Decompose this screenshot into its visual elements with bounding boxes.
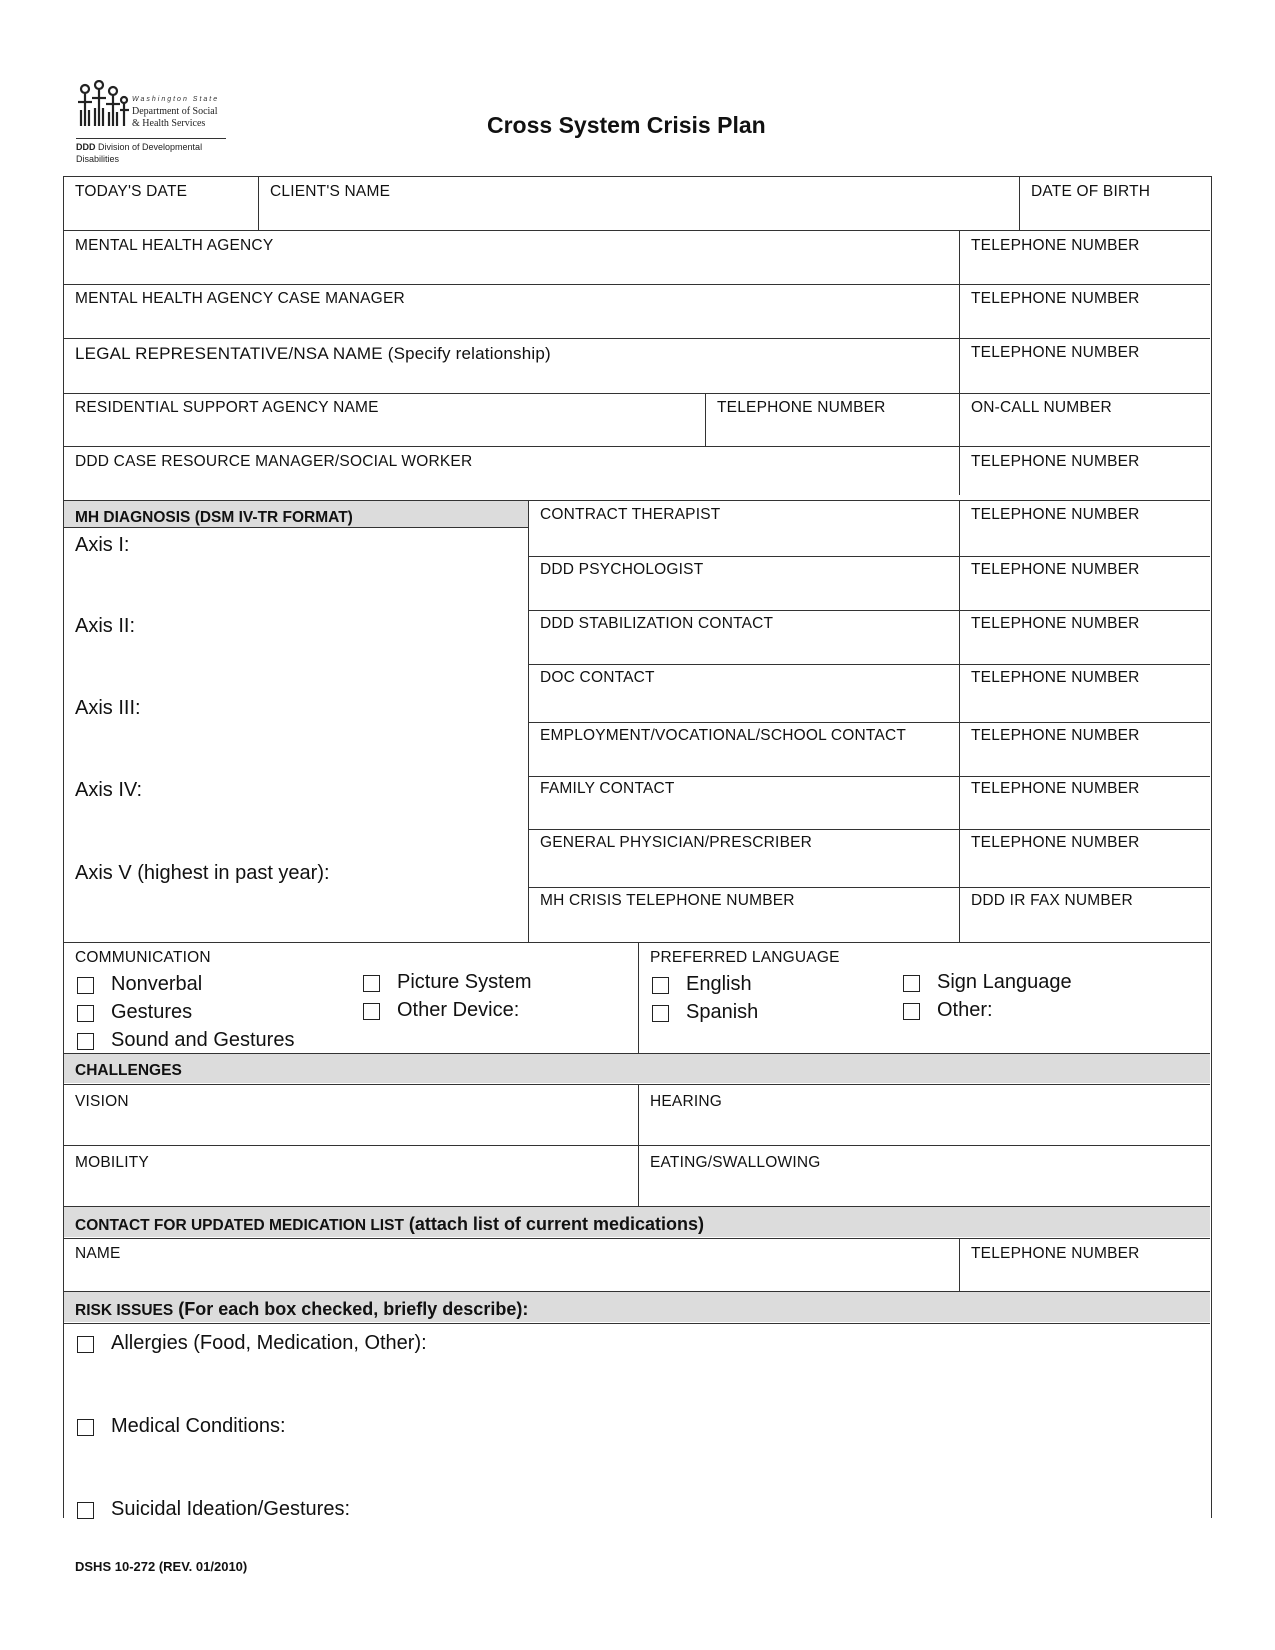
legal-representative-field[interactable]: LEGAL REPRESENTATIVE/NSA NAME (Specify relationship) bbox=[75, 344, 551, 363]
suicidal-ideation-label: Suicidal Ideation/Gestures: bbox=[111, 1498, 351, 1520]
sign-language-label: Sign Language bbox=[937, 971, 1072, 993]
communication-header: COMMUNICATION bbox=[75, 949, 211, 966]
contract-therapist-field[interactable]: CONTRACT THERAPIST bbox=[540, 506, 721, 523]
family-contact-telephone[interactable]: TELEPHONE NUMBER bbox=[971, 780, 1140, 797]
other-language-checkbox[interactable] bbox=[903, 1003, 920, 1020]
employment-contact-telephone[interactable]: TELEPHONE NUMBER bbox=[971, 727, 1140, 744]
sound-gestures-checkbox[interactable] bbox=[77, 1033, 94, 1050]
ddd-ir-fax-field[interactable]: DDD IR FAX NUMBER bbox=[971, 892, 1133, 909]
allergies-checkbox[interactable] bbox=[77, 1336, 94, 1353]
eating-swallowing-field[interactable]: EATING/SWALLOWING bbox=[650, 1154, 821, 1171]
english-label: English bbox=[686, 973, 752, 995]
hearing-field[interactable]: HEARING bbox=[650, 1093, 723, 1110]
vision-field[interactable]: VISION bbox=[75, 1093, 129, 1110]
other-device-checkbox[interactable] bbox=[363, 1003, 380, 1020]
logo-state: Washington State bbox=[132, 96, 220, 103]
legal-representative-telephone[interactable]: TELEPHONE NUMBER bbox=[971, 344, 1140, 361]
dshs-logo bbox=[76, 80, 226, 166]
mh-case-manager-telephone[interactable]: TELEPHONE NUMBER bbox=[971, 290, 1140, 307]
mh-crisis-telephone-field[interactable]: MH CRISIS TELEPHONE NUMBER bbox=[540, 892, 795, 909]
family-contact-field[interactable]: FAMILY CONTACT bbox=[540, 780, 675, 797]
ddd-case-resource-telephone[interactable]: TELEPHONE NUMBER bbox=[971, 453, 1140, 470]
date-of-birth-field[interactable]: DATE OF BIRTH bbox=[1031, 183, 1151, 200]
spanish-checkbox[interactable] bbox=[652, 1005, 669, 1022]
picture-system-checkbox[interactable] bbox=[363, 975, 380, 992]
challenges-header: CHALLENGES bbox=[75, 1062, 182, 1079]
general-physician-telephone[interactable]: TELEPHONE NUMBER bbox=[971, 834, 1140, 851]
mental-health-agency-field[interactable]: MENTAL HEALTH AGENCY bbox=[75, 237, 274, 254]
logo-department: Department of Social & Health Services bbox=[132, 106, 218, 129]
other-language-label: Other: bbox=[937, 999, 993, 1021]
medication-contact-telephone[interactable]: TELEPHONE NUMBER bbox=[971, 1245, 1140, 1262]
mental-health-agency-telephone[interactable]: TELEPHONE NUMBER bbox=[971, 237, 1140, 254]
axis-5-field[interactable]: Axis V (highest in past year): bbox=[75, 862, 330, 884]
crisis-plan-form bbox=[63, 176, 1212, 1518]
dshs-figures-icon bbox=[76, 80, 130, 132]
medical-conditions-checkbox[interactable] bbox=[77, 1419, 94, 1436]
ddd-case-resource-field[interactable]: DDD CASE RESOURCE MANAGER/SOCIAL WORKER bbox=[75, 453, 473, 470]
english-checkbox[interactable] bbox=[652, 977, 669, 994]
sound-gestures-label: Sound and Gestures bbox=[111, 1029, 295, 1051]
diagnosis-header: MH DIAGNOSIS (DSM IV-TR FORMAT) bbox=[75, 509, 353, 526]
other-device-label: Other Device: bbox=[397, 999, 520, 1021]
medication-header: CONTACT FOR UPDATED MEDICATION LIST (attach list of current medications) bbox=[75, 1214, 704, 1234]
residential-support-field[interactable]: RESIDENTIAL SUPPORT AGENCY NAME bbox=[75, 399, 379, 416]
gestures-checkbox[interactable] bbox=[77, 1005, 94, 1022]
doc-contact-field[interactable]: DOC CONTACT bbox=[540, 669, 655, 686]
contract-therapist-telephone[interactable]: TELEPHONE NUMBER bbox=[971, 506, 1140, 523]
axis-4-field[interactable]: Axis IV: bbox=[75, 779, 143, 801]
picture-system-label: Picture System bbox=[397, 971, 532, 993]
mh-case-manager-field[interactable]: MENTAL HEALTH AGENCY CASE MANAGER bbox=[75, 290, 405, 307]
axis-3-field[interactable]: Axis III: bbox=[75, 697, 141, 719]
doc-contact-telephone[interactable]: TELEPHONE NUMBER bbox=[971, 669, 1140, 686]
spanish-label: Spanish bbox=[686, 1001, 759, 1023]
nonverbal-label: Nonverbal bbox=[111, 973, 203, 995]
suicidal-ideation-checkbox[interactable] bbox=[77, 1502, 94, 1519]
ddd-psychologist-field[interactable]: DDD PSYCHOLOGIST bbox=[540, 561, 704, 578]
ddd-psychologist-telephone[interactable]: TELEPHONE NUMBER bbox=[971, 561, 1140, 578]
clients-name-field[interactable]: CLIENT'S NAME bbox=[270, 183, 391, 200]
challenges-header-band bbox=[64, 1054, 1210, 1083]
form-number: DSHS 10-272 (REV. 01/2010) bbox=[75, 1559, 248, 1574]
axis-2-field[interactable]: Axis II: bbox=[75, 615, 136, 637]
medical-conditions-label: Medical Conditions: bbox=[111, 1415, 286, 1437]
on-call-number-field[interactable]: ON-CALL NUMBER bbox=[971, 399, 1112, 416]
mobility-field[interactable]: MOBILITY bbox=[75, 1154, 149, 1171]
axis-1-field[interactable]: Axis I: bbox=[75, 534, 130, 556]
ddd-stabilization-telephone[interactable]: TELEPHONE NUMBER bbox=[971, 615, 1140, 632]
todays-date-field[interactable]: TODAY'S DATE bbox=[75, 183, 188, 200]
general-physician-field[interactable]: GENERAL PHYSICIAN/PRESCRIBER bbox=[540, 834, 813, 851]
medication-contact-name-field[interactable]: NAME bbox=[75, 1245, 121, 1262]
allergies-label: Allergies (Food, Medication, Other): bbox=[111, 1332, 427, 1354]
ddd-stabilization-field[interactable]: DDD STABILIZATION CONTACT bbox=[540, 615, 774, 632]
logo-ddd: DDD Division of Developmental Disabilities bbox=[76, 138, 226, 165]
nonverbal-checkbox[interactable] bbox=[77, 977, 94, 994]
page-title: Cross System Crisis Plan bbox=[487, 112, 766, 138]
sign-language-checkbox[interactable] bbox=[903, 975, 920, 992]
employment-contact-field[interactable]: EMPLOYMENT/VOCATIONAL/SCHOOL CONTACT bbox=[540, 727, 907, 744]
preferred-language-header: PREFERRED LANGUAGE bbox=[650, 949, 840, 966]
risk-issues-header: RISK ISSUES (For each box checked, briefly describe): bbox=[75, 1299, 529, 1319]
gestures-label: Gestures bbox=[111, 1001, 193, 1023]
residential-support-telephone[interactable]: TELEPHONE NUMBER bbox=[717, 399, 886, 416]
